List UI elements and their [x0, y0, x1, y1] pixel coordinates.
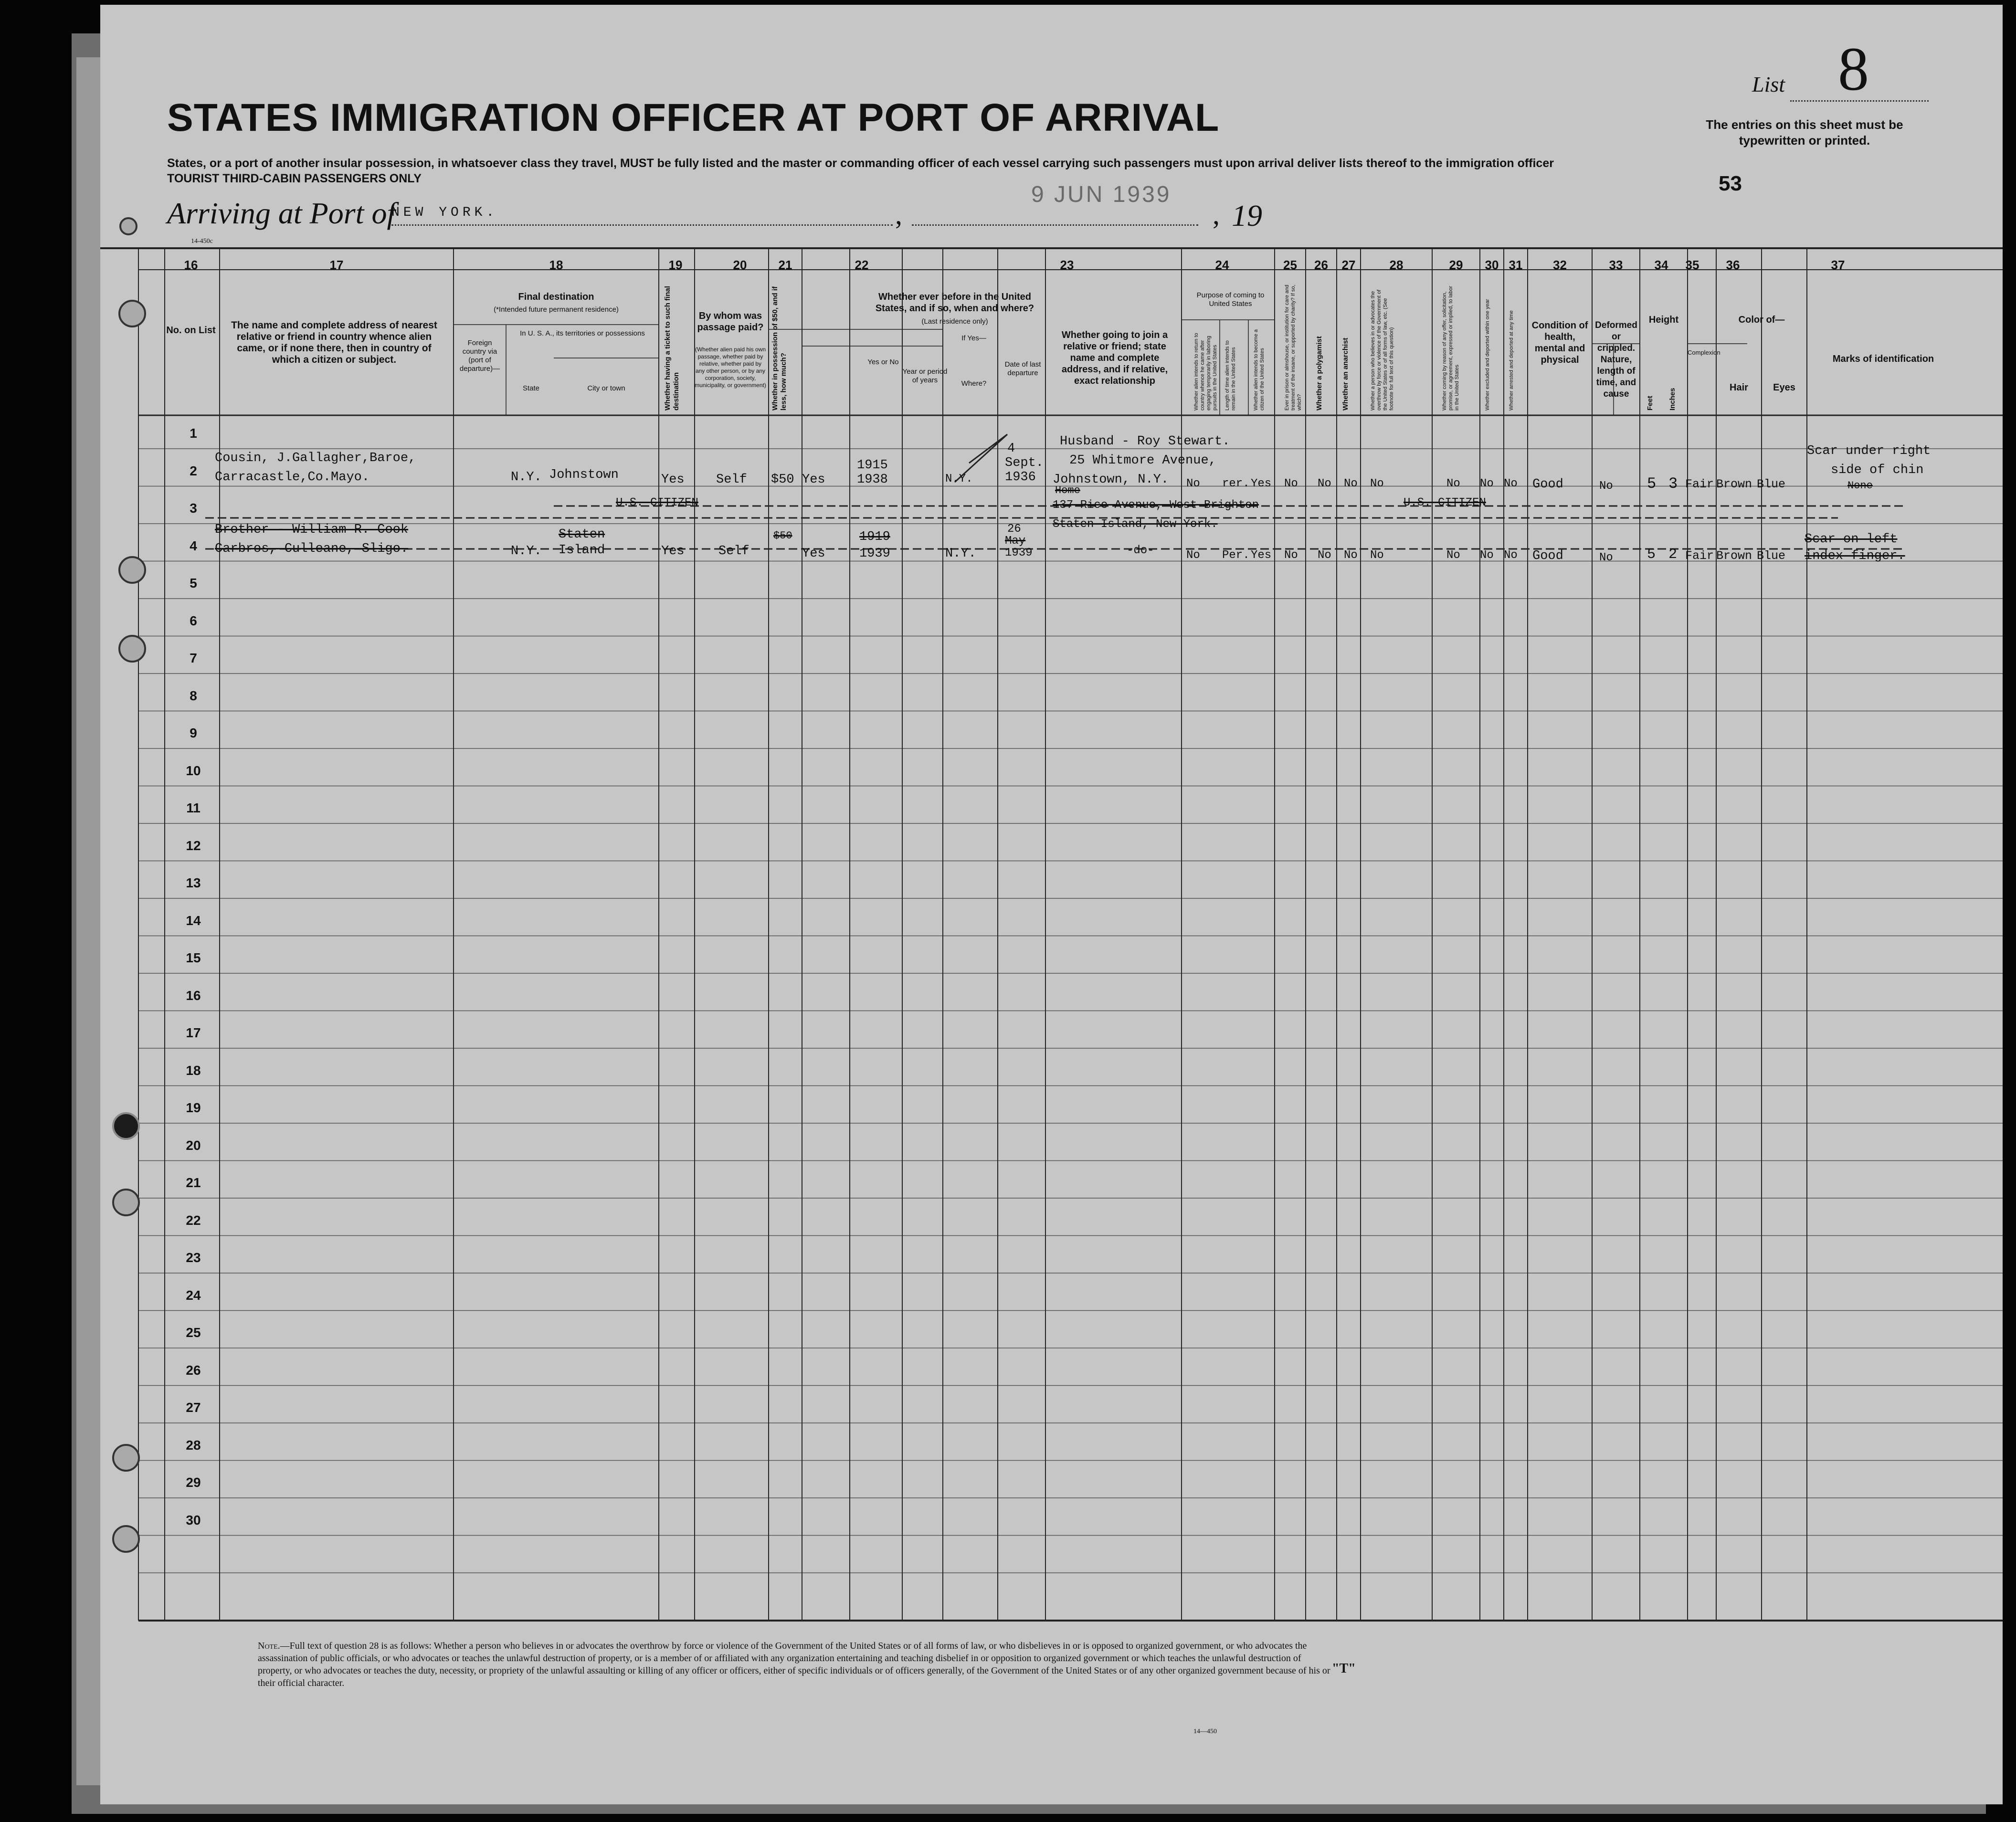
- row-number: 19: [186, 1100, 201, 1115]
- row-number: 12: [186, 838, 201, 853]
- header-passage-paid-note: (Whether alien paid his own passage, whether paid by relative, whether paid by any other person, or by any corporation, society, municipality, or government): [695, 346, 766, 389]
- row1-relative-address: Carracastle,Co.Mayo.: [215, 470, 370, 484]
- row-number: 6: [190, 613, 197, 628]
- header-final-destination-note: (*Intended future permanent residence): [494, 305, 619, 314]
- row3-relative: Brother - William R. Cook: [215, 523, 409, 537]
- footnote-label: Note.: [258, 1641, 280, 1651]
- header-if-yes: If Yes—: [961, 334, 986, 342]
- row3-state: N.Y.: [511, 544, 542, 558]
- column-number: 27: [1341, 258, 1356, 272]
- row3-q28: No: [1370, 549, 1384, 562]
- row-number: 18: [186, 1063, 201, 1078]
- row1-years: 1915: [857, 458, 888, 473]
- port-name: NEW YORK.: [391, 205, 498, 220]
- date-stamp: 9 JUN 1939: [1031, 182, 1172, 207]
- row2-join: 137 Rice Avenue, West Brighton: [1053, 499, 1259, 512]
- row1-money: $50: [771, 473, 794, 487]
- header-state: State: [522, 384, 540, 392]
- row2-home-label: Home: [1055, 484, 1080, 496]
- row1-city: Johnstown: [549, 468, 619, 482]
- header-question-28: Whether a person who believes in or advocates the overthrow by force or violence of the Government of the United States or of all forms of law, etc. (See footnote for full text of this question): [1370, 289, 1394, 411]
- header-feet: Feet: [1646, 396, 1654, 411]
- column-number: 23: [1060, 258, 1074, 272]
- header-where: Where?: [961, 379, 987, 388]
- row3-q30: No: [1480, 549, 1494, 562]
- form-number: 14-450c: [191, 238, 213, 245]
- row1-marks-3: None: [1847, 480, 1873, 492]
- header-ticket: Whether having a ticket to such final destination: [664, 286, 680, 411]
- row3-where: N.Y.: [945, 547, 976, 561]
- header-inches: Inches: [1668, 388, 1677, 411]
- row-number: 21: [186, 1175, 201, 1190]
- row1-prison: No: [1284, 477, 1298, 490]
- row1-citizen-intent: Yes: [1251, 477, 1272, 490]
- row-number: 13: [186, 875, 201, 890]
- row3-years-2: 1939: [859, 547, 890, 561]
- row-number: 26: [186, 1362, 201, 1378]
- binder-hole: [118, 300, 146, 327]
- row1-q29: No: [1446, 477, 1460, 490]
- row3-marks: Scar on left: [1805, 532, 1898, 547]
- row1-join-address: 25 Whitmore Avenue,: [1069, 453, 1216, 468]
- column-number: 33: [1609, 258, 1623, 272]
- header-fifty-dollars: Whether in possession of $50, and if less, how much?: [771, 286, 788, 411]
- arriving-label: Arriving at Port of: [167, 196, 396, 230]
- column-number: 25: [1283, 258, 1297, 272]
- row-number: 23: [186, 1250, 201, 1265]
- column-number: 21: [778, 258, 792, 272]
- header-final-destination: Final destination: [518, 292, 594, 302]
- row3-anarchist: No: [1344, 549, 1358, 562]
- header-eyes: Eyes: [1773, 382, 1795, 393]
- row1-marks-2: side of chin: [1831, 463, 1924, 477]
- header-no-on-list: No. on List: [166, 325, 216, 336]
- row3-city-2: Island: [559, 543, 605, 558]
- row3-join: Staten Island, New York.: [1053, 518, 1218, 531]
- column-number: 31: [1509, 258, 1523, 272]
- header-years: Year or period of years: [902, 368, 948, 384]
- row-number: 14: [186, 913, 201, 928]
- row3-health: Good: [1532, 549, 1563, 563]
- header-excluded: Whether excluded and deported within one year: [1485, 299, 1490, 411]
- row-number: 20: [186, 1137, 201, 1153]
- row-number: 27: [186, 1400, 201, 1415]
- binder-hole: [118, 635, 146, 663]
- row3-city: Staten: [559, 527, 605, 542]
- column-number: 34: [1654, 258, 1668, 272]
- sheet-number: 53: [1719, 172, 1742, 195]
- header-polygamist: Whether a polygamist: [1315, 336, 1323, 411]
- column-number: 28: [1389, 258, 1404, 272]
- passenger-class: TOURIST THIRD-CABIN PASSENGERS ONLY: [167, 172, 422, 185]
- subtitle: States, or a port of another insular possession, in whatsoever class they travel, MUST be fully listed and the master or commanding officer of each vessel carrying such passengers must upon arrival deliver lists thereof to the immigration officer: [167, 157, 1554, 170]
- row-number: 17: [186, 1025, 201, 1040]
- row-number: 9: [190, 726, 197, 740]
- row1-years-2: 1938: [857, 473, 888, 487]
- row-number: 2: [190, 463, 197, 478]
- list-number: 8: [1838, 35, 1869, 104]
- row3-ticket: Yes: [661, 544, 685, 558]
- header-nearest-relative: The name and complete address of nearest relative or friend in country whence alien came, or if none there, then in country of which a citizen or subject.: [231, 320, 437, 365]
- row-number: 24: [186, 1287, 201, 1303]
- column-number: 32: [1553, 258, 1567, 272]
- header-city: City or town: [587, 384, 625, 392]
- binder-hole: [112, 1444, 140, 1472]
- row3-departure: 26: [1007, 523, 1021, 536]
- manifest-sheet: STATES IMMIGRATION OFFICER AT PORT OF ARRIVAL States, or a port of another insular possession, in whatsoever class they travel, MUST be fully listed and the master or commanding officer of each vessel carrying such passengers must upon arrival deliver lists thereof to the immigration officer TOURIST THIRD-CABIN PASSENGERS ONLY List 8 The entries on this sheet must be typewritten or printed. 53 Arriving at Port of NEW YORK. , , 9 JUN 1939 19 14-450c 16 17 18 19 20 21 22 23 24 25 26 27 28 29 30 31 32 33 34 35 36 37 No. on List The name and complete address of nearest relative or friend in country whence alien came, or if none there, then in country of which a citizen or subject. Final destination (*Intended future permanent residence) Foreign country via (port of departure)— In U. S. A., its territories or possessions State City or town Whether having a ticket to such final destination By whom was passage paid? (Whether alien paid his own passage, whether paid by relative, whether paid by any other person, or by any corporation, society, municipality, or government) Whether in possession of $50, and if less, how much? Whether ever before in the United States, and if so, when and where? (Last residence only) If Yes— Yes or No Year or period of years Where? Date of last departure Whether going to join a relative or friend; state name and complete address, and if relative, exact relationship Purpose of coming to United States Whether alien intends to return to country whence he came after engaging temporarily in laboring pursuits in the United States Length of time alien intends to remain in the United States Whether alien intends to become a citizen of the United States Ever in prison or almshouse, or institution for care and treatment of the insane, or supported by charity? If so, which? Whether a polygamist Whether an anarchist Whether a person who believes in or advocates the overthrow by force or violence of the Government of the United States or of all forms of law, etc. (See footnote for full text of this question) Whether coming by reason of any offer, solicitation, promise, or agreement, expressed or implied, to labor in the United States Whether excluded and deported within one year Whether arrested and deported at any time Condition of health, mental and physical Deformed or crippled. Nature, length of time, and cause Height Feet Inches Complexion Color of— Hair Eyes Marks of identification 1 2 3 4 5 6 7 8 9 10 11 12 13 14 15 16 17 18 19 20 21 22 23 24 25 26 27 28 29 30 Cousin, J.Gallagher,Baroe, Carracastle,Co.Mayo. N.Y. Johnstown Yes Self $50 Yes 1915 1938 N.Y. 4 Sept. 1936 Husband - Roy Stewart. 25 Whitmore Avenue, Johnstown, N.Y. No rer. Yes No No No No No No No Good No 5 3 Fair Brown Blue Scar under right side of chin None U.S. CITIZEN Home 137 Rice Avenue, West Brighton U.S. CITIZEN Brother - William R. Cook Carbros, Culleane, Sligo. N.Y. Staten Island Yes Self $50 Yes 1919 1939 N.Y. 26 May 1939 Staten Island, New York. -do- No Per. Yes No No No No No No No Good No 5 2 Fair Brown Blue Scar on left index finger. Note.—Full text of question 28 is as follows: Whether a person who believes in or advocates the overthrow by force or violence of the Government of the United States or of all forms of law, or who disbelieves in or is opposed to organized government, or who advocates the assassination of public officials, or who advocates or teaches the unlawful destruction of property, or is a member of or affiliated with any organization entertaining and teaching disbelief in or opposition to organized government or which teaches the unlawful destruction of property, or who advocates or teaches the duty, necessity, or propriety of the unlawful assaulting or killing of any officer or officers, either of specific individuals or of officers generally, of the Government of the United States or of any other organized government because of his or their official character. "T" 14—450: [100, 5, 2003, 1804]
- header-complexion: Complexion: [1688, 349, 1720, 356]
- header-return-intent: Whether alien intends to return to country whence he came after engaging temporarily in laboring pursuits in the United States: [1193, 333, 1218, 411]
- t-mark: "T": [1332, 1661, 1356, 1676]
- header-prison: Ever in prison or almshouse, or institution for care and treatment of the insane, or supported by charity? If so, which?: [1284, 284, 1302, 411]
- header-marks: Marks of identification: [1832, 354, 1934, 364]
- row3-join-ditto: -do-: [1127, 544, 1154, 557]
- page-title: STATES IMMIGRATION OFFICER AT PORT OF ARRIVAL: [167, 96, 1220, 139]
- row3-money: $50: [773, 530, 792, 542]
- column-number: 24: [1215, 258, 1229, 272]
- header-deformed: Deformed or crippled. Nature, length of time, and cause: [1595, 320, 1637, 399]
- row1-state: N.Y.: [511, 470, 542, 484]
- row3-q29: No: [1446, 549, 1460, 562]
- row-number: 4: [190, 538, 197, 553]
- row-number: 1: [190, 426, 197, 441]
- row-number: 5: [190, 576, 197, 590]
- row3-q31: No: [1504, 549, 1518, 562]
- row1-health: Good: [1532, 477, 1563, 492]
- row1-feet: 5: [1647, 475, 1657, 493]
- header-ever-in-us: Whether ever before in the United States, and if so, when and where?: [875, 292, 1034, 314]
- row-number: 29: [186, 1475, 201, 1490]
- row3-citizen-intent: Yes: [1251, 549, 1272, 562]
- row-number: 3: [190, 501, 197, 516]
- row3-inches: 2: [1668, 547, 1678, 563]
- row3-prison: No: [1284, 549, 1298, 562]
- binder-hole: [112, 1189, 140, 1216]
- column-number: 22: [855, 258, 869, 272]
- row1-hair: Brown: [1716, 477, 1752, 491]
- column-number: 30: [1485, 258, 1499, 272]
- row1-relative: Cousin, J.Gallagher,Baroe,: [215, 451, 416, 465]
- row3-departure-year: 1939: [1005, 547, 1033, 559]
- row3-years: 1919: [859, 530, 890, 544]
- binder-hole: [112, 1112, 140, 1140]
- row1-q28: No: [1370, 477, 1384, 490]
- header-passage-paid: By whom was passage paid?: [697, 311, 764, 333]
- row1-length: rer.: [1222, 477, 1250, 490]
- row1-where: N.Y.: [945, 473, 973, 485]
- row1-polygamist: No: [1318, 477, 1331, 490]
- header-citizen-intent: Whether alien intends to become a citizen of the United States: [1253, 329, 1265, 411]
- row1-deformed: No: [1599, 480, 1613, 493]
- row1-inches: 3: [1668, 475, 1678, 493]
- row3-length: Per.: [1222, 549, 1250, 562]
- header-deported: Whether arrested and deported at any time: [1509, 310, 1514, 411]
- row-number: 15: [186, 950, 201, 965]
- column-number: 18: [549, 258, 563, 272]
- column-number: 19: [668, 258, 683, 272]
- row3-departure-month: May: [1005, 535, 1026, 548]
- row1-before: Yes: [802, 473, 825, 487]
- header-anarchist: Whether an anarchist: [1341, 337, 1350, 411]
- column-number: 26: [1314, 258, 1328, 272]
- header-height: Height: [1648, 315, 1679, 325]
- row1-join-city: Johnstown, N.Y.: [1053, 473, 1169, 487]
- binder-hole: [119, 217, 137, 235]
- row1-paid-by: Self: [716, 473, 747, 487]
- row1-departure-month: Sept.: [1005, 456, 1044, 470]
- row-number: 11: [186, 800, 201, 815]
- binder-hole: [112, 1525, 140, 1553]
- column-number: 36: [1726, 258, 1740, 272]
- row-number: 10: [186, 763, 201, 778]
- row-number: 22: [186, 1212, 201, 1228]
- column-number: 37: [1831, 258, 1845, 272]
- row3-polygamist: No: [1318, 549, 1331, 562]
- list-label: List: [1752, 72, 1785, 96]
- row-number: 8: [190, 688, 197, 703]
- row3-eyes: Blue: [1757, 549, 1786, 563]
- footnote: [258, 1640, 1337, 1689]
- row1-q31: No: [1504, 477, 1518, 490]
- row2-us-citizen-2: U.S. CITIZEN: [1404, 496, 1486, 509]
- header-going-to-join: Whether going to join a relative or friend; state name and complete address, and if relative, exact relationship: [1061, 330, 1168, 386]
- header-labor-offer: Whether coming by reason of any offer, solicitation, promise, or agreement, expressed or implied, to labor in the United States: [1442, 285, 1460, 411]
- row3-complexion: Fair: [1685, 549, 1714, 563]
- row3-relative-address: Carbros, Culleane, Sligo.: [215, 542, 409, 556]
- entries-note: The entries on this sheet must be typewritten or printed.: [1706, 117, 1903, 147]
- row1-complexion: Fair: [1685, 477, 1714, 491]
- year-prefix: 19: [1232, 199, 1262, 232]
- header-health: Condition of health, mental and physical: [1531, 320, 1588, 365]
- form-code: 14—450: [1193, 1728, 1217, 1735]
- header-date-departure: Date of last departure: [1004, 360, 1041, 377]
- row3-hair: Brown: [1716, 549, 1752, 563]
- header-foreign-country: Foreign country via (port of departure)—: [459, 339, 500, 373]
- row-number: 28: [186, 1437, 201, 1453]
- row1-marks: Scar under right: [1807, 444, 1931, 458]
- column-number: 29: [1449, 258, 1463, 272]
- row3-feet: 5: [1647, 547, 1656, 563]
- row3-return-intent: No: [1186, 549, 1200, 562]
- row1-eyes: Blue: [1757, 477, 1786, 491]
- column-number: 17: [329, 258, 344, 272]
- header-color-of: Color of—: [1738, 315, 1785, 325]
- row1-ticket: Yes: [661, 473, 685, 487]
- row1-return-intent: No: [1186, 477, 1200, 490]
- row1-join: Husband - Roy Stewart.: [1060, 434, 1230, 449]
- column-number: 20: [733, 258, 747, 272]
- header-purpose: Purpose of coming to United States: [1196, 291, 1265, 308]
- manifest-grid: [100, 5, 2003, 1804]
- header-last-residence: (Last residence only): [921, 317, 988, 326]
- row3-paid-by: Self: [718, 544, 749, 558]
- row1-anarchist: No: [1344, 477, 1358, 490]
- row3-before: Yes: [802, 547, 825, 561]
- row-number: 25: [186, 1325, 201, 1340]
- row-number: 30: [186, 1512, 201, 1527]
- row2-us-citizen: U.S. CITIZEN: [616, 496, 698, 509]
- header-length-of-stay: Length of time alien intends to remain in the United States: [1224, 340, 1236, 411]
- row-number: 7: [190, 651, 197, 665]
- column-number: 16: [184, 258, 198, 272]
- row1-departure-year: 1936: [1005, 470, 1036, 484]
- header-yes-no: Yes or No: [867, 358, 899, 366]
- row3-marks-2: index finger.: [1805, 549, 1905, 563]
- row3-deformed: No: [1599, 551, 1613, 564]
- header-in-usa: In U. S. A., its territories or possessions: [520, 329, 645, 337]
- row1-departure: 4: [1007, 442, 1015, 456]
- binder-hole: [118, 556, 146, 584]
- footnote-text: —Full text of question 28 is as follows: Whether a person who believes in or advocates the overthrow by force or violence of the Government of the United States or of all forms of law, or who disbelieves in or is opposed to organized government, or who advocates the assassination of public officials, or who advocates or teaches the unlawful destruction of property, or is a member of or affiliated with any organization entertaining and teaching disbelief in or opposition to organized government or which teaches the unlawful destruction of property, or who advocates or teaches the duty, necessity, or propriety of the unlawful assaulting or killing of any officer or officers, either of specific individuals or of officers generally, of the Government of the United States or of any other organized government because of his or their official character.: [258, 1641, 1330, 1688]
- column-number: 35: [1685, 258, 1699, 272]
- row1-q30: No: [1480, 477, 1494, 490]
- row-number: 16: [186, 988, 201, 1003]
- header-hair: Hair: [1730, 382, 1748, 393]
